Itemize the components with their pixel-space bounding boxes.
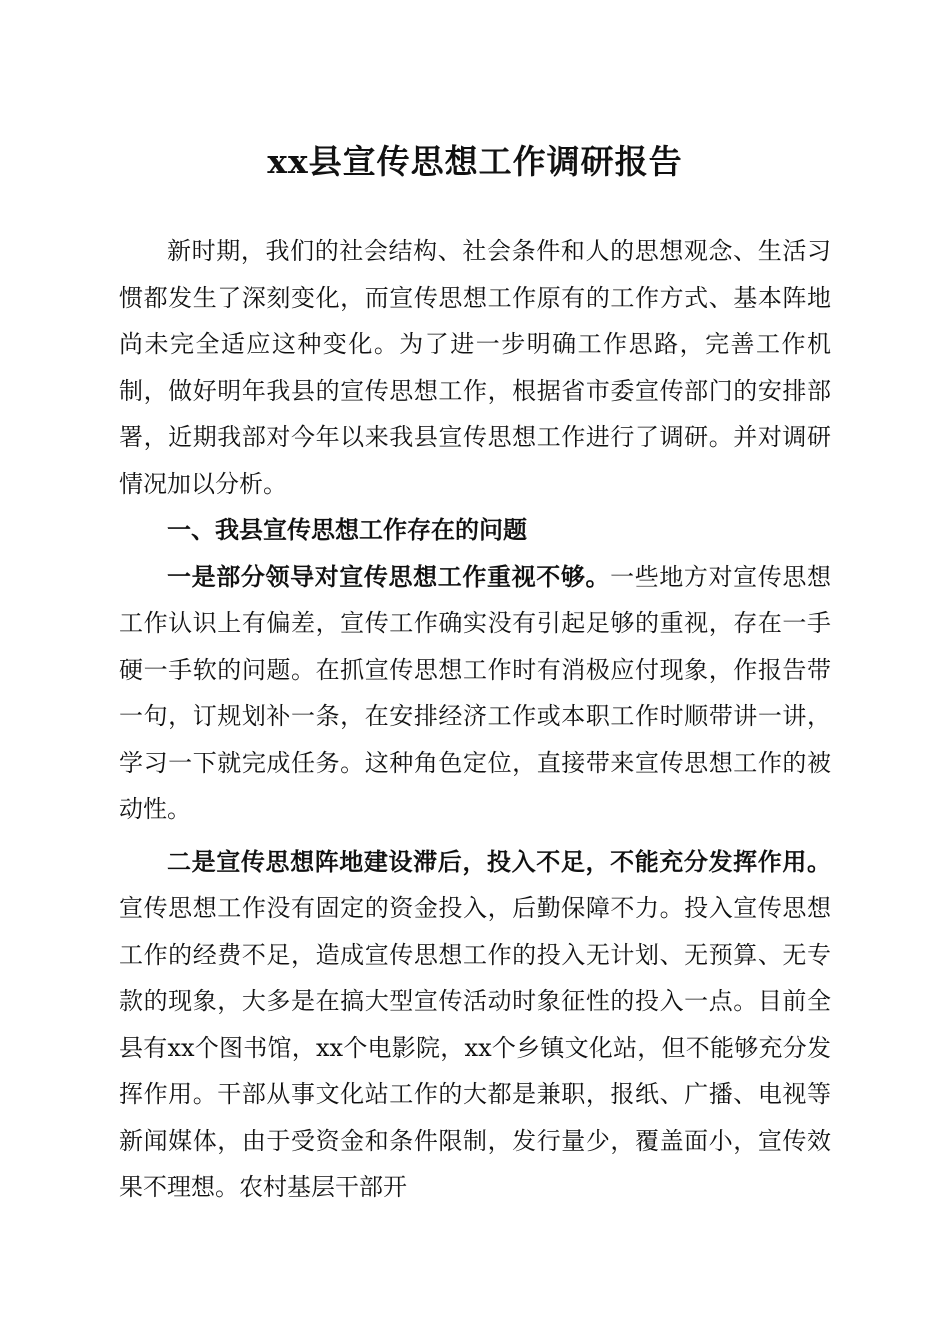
document-title: xx县宣传思想工作调研报告 bbox=[267, 142, 683, 181]
intro-paragraph: 新时期，我们的社会结构、社会条件和人的思想观念、生活习惯都发生了深刻变化，而宣传思想工作原有的工作方式、基本阵地尚未完全适应这种变化。为了进一步明确工作思路，完善工作机制，做好明年我县的宣传思想工作，根据省市委宣传部门的安排部署，近期我部对今年以来我县宣传思想工作进行了调研。并对调研情况加以分析。 bbox=[119, 237, 831, 498]
problem-one-text: 一些地方对宣传思想工作认识上有偏差，宣传工作确实没有引起足够的重视，存在一手硬一手软的问题。在抓宣传思想工作时有消极应付现象，作报告带一句，订规划补一条，在安排经济工作或本职工作时顺带讲一讲，学习一下就完成任务。这种角色定位，直接带来宣传思想工作的被动性。 bbox=[119, 562, 832, 823]
problem-two-text: 宣传思想工作没有固定的资金投入，后勤保障不力。投入宣传思想工作的经费不足，造成宣传思想工作的投入无计划、无预算、无专款的现象，大多是在搞大型宣传活动时象征性的投入一点。目前全县有xx个图书馆，xx个电影院，xx个乡镇文化站，但不能够充分发挥作用。干部从事文化站工作的大都是兼职，报纸、广播、电视等新闻媒体，由于受资金和条件限制，发行量少，覆盖面小，宣传效果不理想。农村基层干部开 bbox=[119, 894, 831, 1201]
problem-two-paragraph bbox=[119, 839, 831, 1211]
problem-one-paragraph bbox=[119, 554, 831, 833]
problem-two-lead: 二是宣传思想阵地建设滞后，投入不足，不能充分发挥作用。 bbox=[167, 847, 831, 876]
document-body bbox=[119, 228, 831, 1211]
problem-one-lead: 一是部分领导对宣传思想工作重视不够。 bbox=[167, 562, 611, 591]
section-heading: 一、我县宣传思想工作存在的问题 bbox=[167, 516, 527, 544]
